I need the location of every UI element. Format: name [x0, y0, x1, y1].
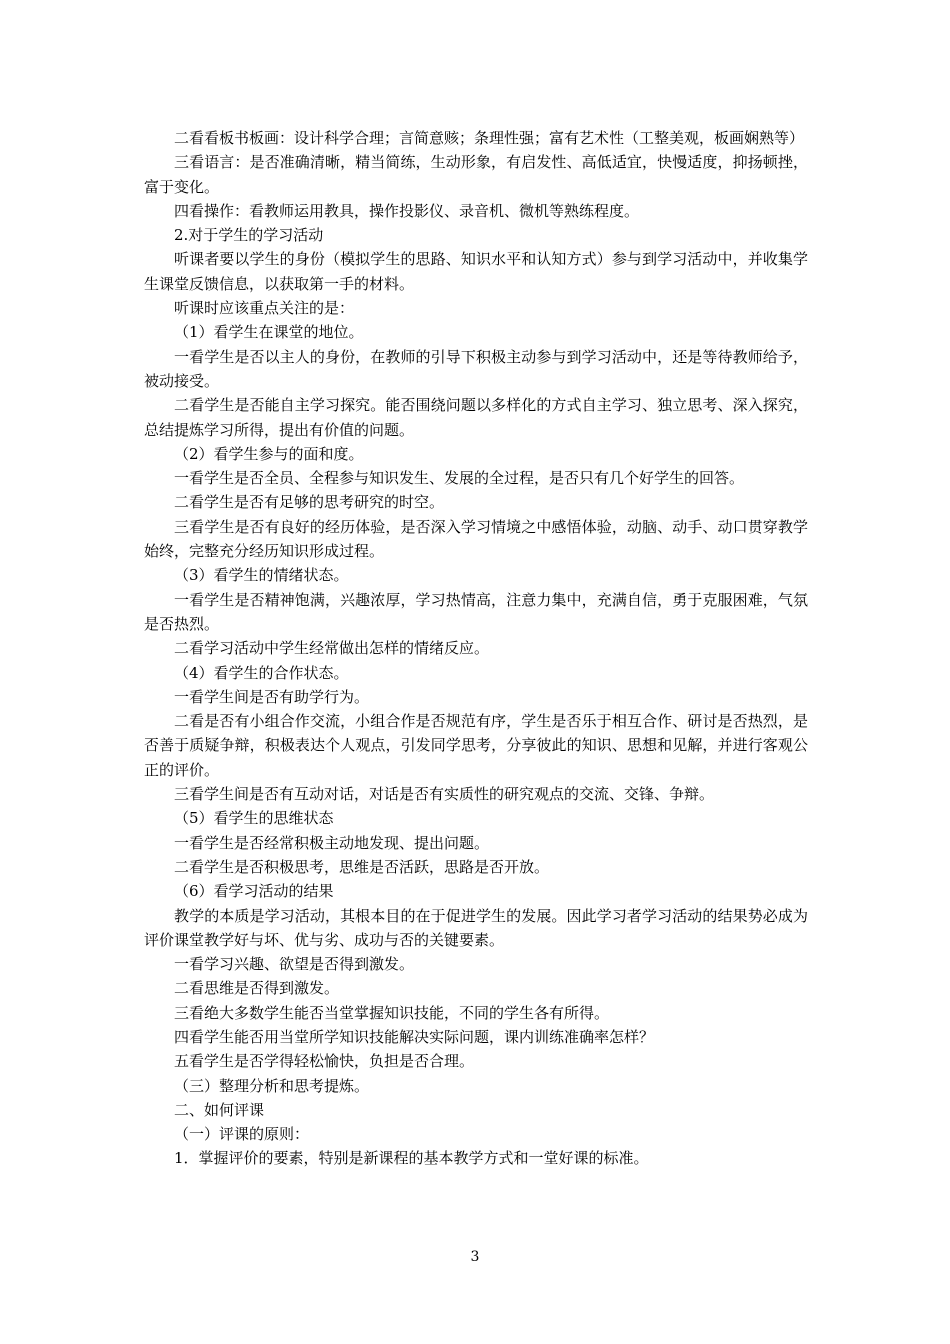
- subheading: （三）整理分析和思考提炼。: [174, 1076, 370, 1095]
- paragraph: 一看学习兴趣、欲望是否得到激发。: [174, 955, 415, 974]
- paragraph: 1．掌握评价的要素，特别是新课程的基本教学方式和一堂好课的标准。: [174, 1149, 649, 1168]
- paragraph: 四看操作：看教师运用教具，操作投影仪、录音机、微机等熟练程度。: [174, 201, 640, 220]
- paragraph: 一看学生是否经常积极主动地发现、提出问题。: [174, 833, 490, 852]
- paragraph: 二看学生是否有足够的思考研究的时空。: [174, 493, 445, 512]
- paragraph: 四看学生能否用当堂所学知识技能解决实际问题，课内训练准确率怎样？: [174, 1027, 655, 1046]
- paragraph: 二看看板书板画：设计科学合理；言简意赅；条理性强；富有艺术性（工整美观，板画娴熟等）: [174, 129, 805, 147]
- paragraph: 二看学习活动中学生经常做出怎样的情绪反应。: [174, 639, 490, 658]
- paragraph: 听课者要以学生的身份（模拟学生的思路、知识水平和认知方式）参与到学习活动中，并收集学生课堂反馈信息，以获取第一手的材料。: [144, 250, 808, 293]
- section-heading: 二、如何评课: [174, 1100, 265, 1119]
- subheading: （1）看学生在课堂的地位。: [174, 323, 364, 342]
- paragraph: 一看学生间是否有助学行为。: [174, 687, 370, 706]
- section-heading: 2.对于学生的学习活动: [174, 226, 324, 245]
- paragraph: 二看是否有小组合作交流，小组合作是否规范有序，学生是否乐于相互合作、研讨是否热烈，是否善于质疑争辩，积极表达个人观点，引发同学思考，分享彼此的知识、思想和见解，并进行客观公正的评价。: [144, 712, 808, 779]
- paragraph: 一看学生是否精神饱满，兴趣浓厚，学习热情高，注意力集中，充满自信，勇于克服困难，气氛是否热烈。: [144, 590, 808, 633]
- paragraph: 三看学生间是否有互动对话，对话是否有实质性的研究观点的交流、交锋、争辩。: [174, 785, 715, 804]
- paragraph: 一看学生是否以主人的身份，在教师的引导下积极主动参与到学习活动中，还是等待教师给予，被动接受。: [144, 347, 808, 390]
- subheading: （5）看学生的思维状态: [174, 809, 334, 828]
- paragraph: 二看学生是否积极思考，思维是否活跃，思路是否开放。: [174, 857, 550, 876]
- paragraph: 二看思维是否得到激发。: [174, 979, 340, 998]
- page-number: 3: [470, 1249, 480, 1265]
- paragraph: 听课时应该重点关注的是：: [174, 299, 355, 318]
- subheading: （3）看学生的情绪状态。: [174, 566, 349, 585]
- subheading: （一）评课的原则：: [174, 1125, 310, 1144]
- subheading: （4）看学生的合作状态。: [174, 663, 349, 682]
- document-body: [144, 126, 808, 1171]
- subheading: （2）看学生参与的面和度。: [174, 444, 364, 463]
- paragraph: 三看学生是否有良好的经历体验，是否深入学习情境之中感悟体验，动脑、动手、动口贯穿教学始终，完整充分经历知识形成过程。: [144, 517, 808, 561]
- paragraph: 一看学生是否全员、全程参与知识发生、发展的全过程，是否只有几个好学生的回答。: [174, 469, 745, 488]
- paragraph: 教学的本质是学习活动，其根本目的在于促进学生的发展。因此学习者学习活动的结果势必成为评价课堂教学好与坏、优与劣、成功与否的关键要素。: [144, 906, 808, 949]
- subheading: （6）看学习活动的结果: [174, 882, 334, 901]
- paragraph: 五看学生是否学得轻松愉快，负担是否合理。: [174, 1052, 475, 1071]
- paragraph: 三看语言：是否准确清晰，精当简练，生动形象，有启发性、高低适宜，快慢适度，抑扬顿挫，富于变化。: [144, 153, 808, 196]
- paragraph: 三看绝大多数学生能否当堂掌握知识技能，不同的学生各有所得。: [174, 1003, 610, 1022]
- paragraph: 二看学生是否能自主学习探究。能否围绕问题以多样化的方式自主学习、独立思考、深入探究，总结提炼学习所得，提出有价值的问题。: [144, 396, 808, 439]
